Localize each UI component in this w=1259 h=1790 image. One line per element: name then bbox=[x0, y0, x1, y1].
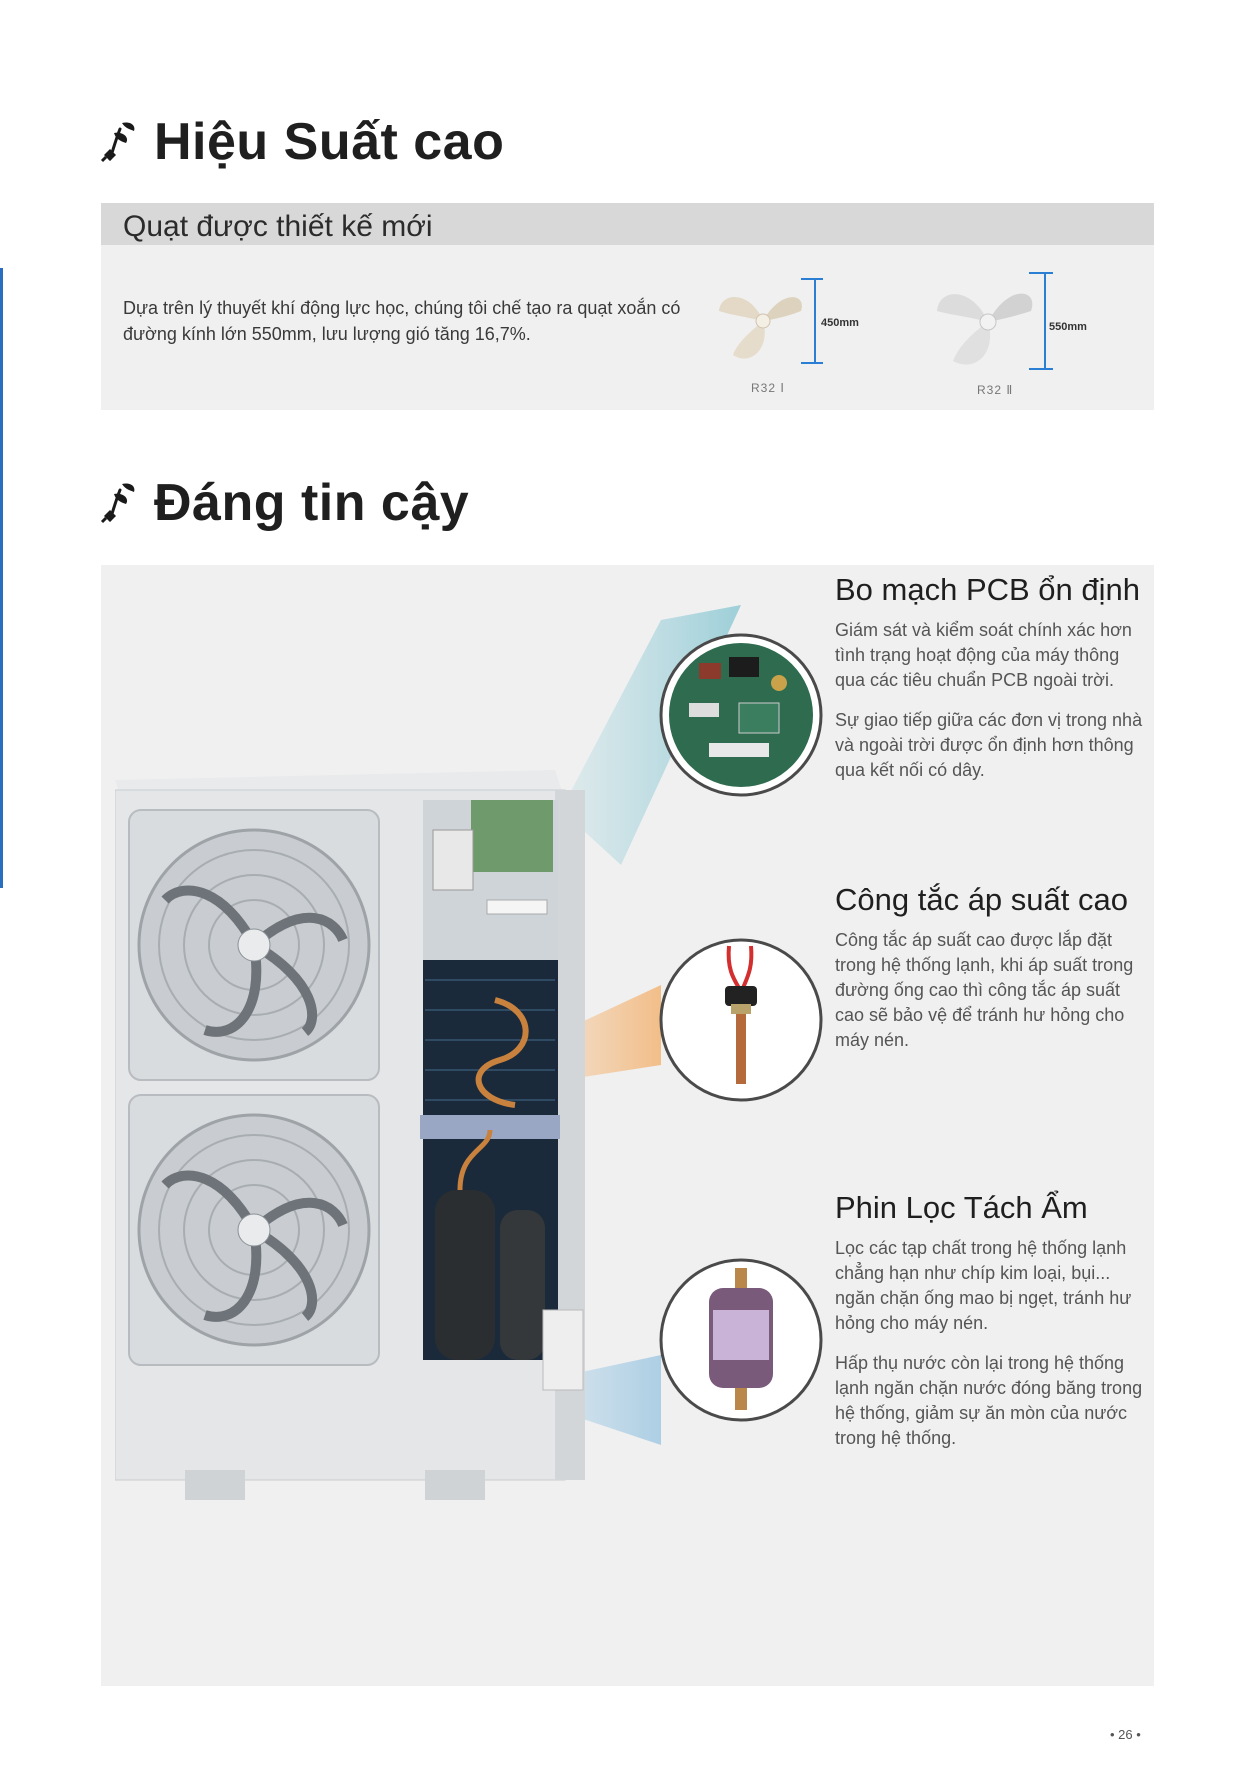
feature-title: Bo mạch PCB ổn định bbox=[835, 572, 1141, 607]
section-title: Hiệu Suất cao bbox=[154, 113, 505, 171]
feature-title: Công tắc áp suất cao bbox=[835, 882, 1128, 917]
fan-title-bar bbox=[101, 203, 1154, 245]
feature-filter-drier bbox=[835, 1190, 1145, 1466]
fan-panel bbox=[101, 203, 1154, 410]
leaf-plug-icon bbox=[100, 480, 140, 526]
fan-model-label: R32 Ⅰ bbox=[751, 381, 785, 395]
fan-size-label: 550mm bbox=[1049, 321, 1087, 333]
filter-drier-icon bbox=[659, 1258, 823, 1422]
fan-description: Dựa trên lý thuyết khí động lực học, chúng tôi chế tạo ra quạt xoắn có đường kính lớn 550mm, lưu lượng gió tăng 16,7%. bbox=[123, 298, 681, 344]
fan-size-label: 450mm bbox=[821, 317, 859, 329]
feature-pressure-switch bbox=[835, 882, 1145, 1068]
feature-paragraph: Công tắc áp suất cao được lắp đặt trong hệ thống lạnh, khi áp suất trong đường ống cao thì công tắc áp suất cao sẽ bảo vệ để tránh hư hỏng cho máy nén. bbox=[835, 930, 1134, 1050]
feature-paragraph: Lọc các tạp chất trong hệ thống lạnh chẳng hạn như chíp kim loại, bụi... ngăn chặn ống mao bị ngẹt, tránh hư hỏng cho máy nén. bbox=[835, 1238, 1132, 1333]
edge-accent-bar bbox=[0, 268, 3, 888]
fan-grille-top bbox=[129, 810, 379, 1080]
fan-model-label: R32 Ⅱ bbox=[977, 383, 1014, 397]
page-number: • 26 • bbox=[1110, 1727, 1141, 1742]
feature-paragraph: Sự giao tiếp giữa các đơn vị trong nhà và ngoài trời được ổn định hơn thông qua kết nối có dây. bbox=[835, 710, 1143, 780]
outdoor-unit-image bbox=[115, 770, 655, 1530]
fan-figure-r32-1 bbox=[711, 271, 859, 395]
leaf-plug-icon bbox=[100, 119, 140, 165]
feature-paragraph: Giám sát và kiểm soát chính xác hơn tình trạng hoạt động của máy thông qua các tiêu chuẩn PCB ngoài trời. bbox=[835, 620, 1132, 690]
pressure-switch-icon bbox=[659, 938, 823, 1102]
fan-figure-r32-2 bbox=[933, 267, 1087, 397]
fan-grille-bottom bbox=[129, 1095, 379, 1365]
feature-pcb bbox=[835, 572, 1145, 798]
efficiency-heading bbox=[100, 112, 504, 172]
reliability-panel bbox=[101, 565, 1154, 1686]
feature-title: Phin Lọc Tách Ẩm bbox=[835, 1190, 1088, 1225]
fan-bar-title: Quạt được thiết kế mới bbox=[123, 210, 433, 243]
feature-paragraph: Hấp thụ nước còn lại trong hệ thống lạnh ngăn chặn nước đóng băng trong hệ thống, giảm sự ăn mòn của nước trong hệ thống. bbox=[835, 1353, 1143, 1448]
section-title: Đáng tin cậy bbox=[154, 474, 470, 532]
reliability-heading bbox=[100, 473, 469, 533]
pcb-icon bbox=[659, 633, 823, 797]
